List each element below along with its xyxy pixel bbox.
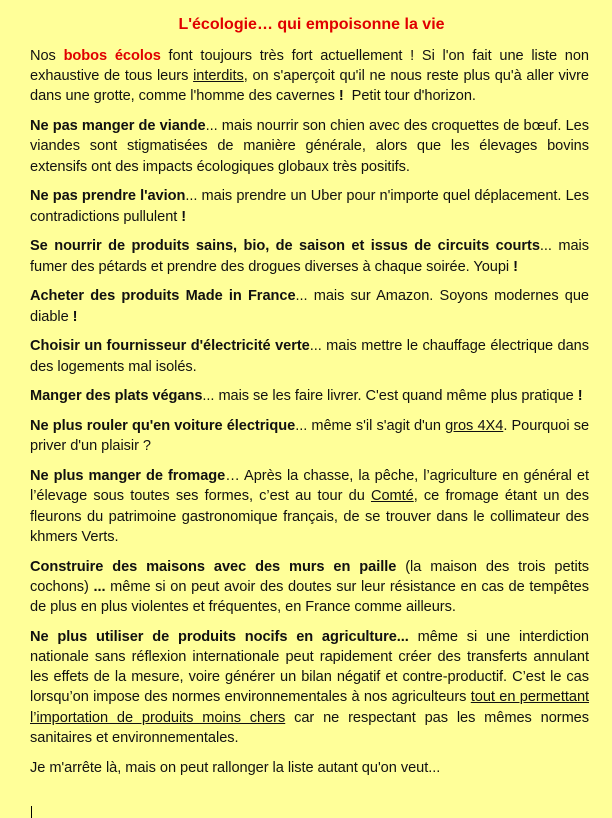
item-exclamation: !	[577, 388, 583, 405]
item-heading: Ne plus utiliser de produits nocifs en agriculture...	[30, 628, 409, 645]
intro-text-1: Nos	[30, 48, 64, 64]
item-heading: Ne plus manger de fromage	[30, 468, 226, 485]
item-exclamation: !	[181, 208, 187, 225]
underlined-gros-4x4: gros 4X4	[445, 418, 504, 435]
item-text: ... mais nourrir son chien avec des croquettes de bœuf. Les viandes sont stigmatisées de manière générale, alors que les élevages bovins extensifs ont des impacts écologiques globaux très positifs.	[30, 118, 589, 175]
list-item	[30, 236, 589, 276]
item-text: même si une interdiction nationale sans réflexion internationale peut rapidement créer des transferts annulant les effets de la mesure, voire générer un bilan négatif et contre-productif. C’est le cas lorsqu’on impose des normes environnementales à nos agriculteurs	[30, 628, 589, 706]
closing-paragraph: Je m'arrête là, mais on peut rallonger la liste autant qu'on veut...	[30, 759, 441, 776]
item-heading: Choisir un fournisseur d'électricité verte	[30, 338, 310, 355]
item-text: ... mais sur Amazon. Soyons modernes que diable	[30, 288, 589, 325]
intro-paragraph	[30, 46, 589, 107]
underlined-comte: Comté	[370, 488, 414, 505]
item-ellipsis: ...	[93, 578, 106, 595]
list-item	[30, 466, 589, 547]
intro-text-4: Petit tour d'horizon.	[343, 88, 476, 105]
item-heading: Se nourrir de produits sains, bio, de saison et issus de circuits courts	[30, 238, 540, 255]
item-heading: Construire des maisons avec des murs en paille	[30, 558, 397, 575]
list-item	[30, 416, 589, 456]
item-heading: Acheter des produits Made in France	[30, 288, 296, 305]
item-text: (la maison des trois petits cochons)	[30, 558, 589, 595]
intro-text-2: font toujours très fort actuellement ! Si l'on fait une liste non exhaustive de tous leurs	[30, 48, 589, 85]
list-item	[30, 116, 589, 177]
item-text-2: . Pourquoi se priver d'un plaisir ?	[30, 418, 590, 455]
list-item	[30, 186, 589, 226]
item-text: … Après la chasse, la pêche, l’agriculture en général et l’élevage sous toutes ses formes, c’est au tour du	[30, 468, 589, 505]
text-cursor[interactable]	[31, 806, 32, 818]
item-exclamation: !	[513, 258, 518, 275]
item-text-2: même si on peut avoir des doutes sur leur résistance en cas de tempêtes de plus en plus violentes et fréquentes, en France comme ailleurs.	[30, 578, 589, 616]
highlight-bobos-ecolos: bobos écolos	[63, 48, 161, 64]
item-heading: Ne pas manger de viande	[30, 118, 206, 135]
item-text-2: car ne respectant pas les mêmes normes sanitaires et environnementales.	[30, 709, 589, 746]
item-text: ... mais prendre un Uber pour n'importe quel déplacement. Les contradictions pullulent	[30, 188, 589, 225]
item-text: ... mais se les faire livrer. C'est quand même plus pratique	[202, 388, 578, 405]
underlined-interdits: interdits	[193, 68, 244, 85]
intro-text-3: , on s'aperçoit qu'il ne nous reste plus qu'à aller vivre dans une grotte, comme l'homme des cavernes	[30, 68, 590, 105]
item-text: ... mais fumer des pétards et prendre des drogues diverses à chaque soirée. Youpi	[30, 238, 589, 275]
item-heading: Ne pas prendre l'avion	[30, 188, 186, 205]
document-page	[30, 14, 589, 787]
underlined-importation: tout en permettant l’importation de produits moins chers	[30, 689, 590, 726]
item-text: ... mais mettre le chauffage électrique dans des logements mal isolés.	[30, 338, 589, 375]
item-exclamation: !	[72, 308, 78, 325]
item-text-2: , ce fromage étant un des fleurons du patrimoine gastronomique français, de se trouver dans le collimateur des khmers Verts.	[30, 488, 589, 545]
item-heading: Manger des plats végans	[30, 388, 203, 405]
intro-exclamation: !	[338, 88, 344, 105]
page-title: L'écologie… qui empoisonne la vie	[178, 16, 445, 33]
list-item	[30, 627, 589, 748]
list-item	[30, 336, 589, 376]
list-item	[30, 286, 589, 326]
list-item	[30, 557, 589, 618]
item-heading: Ne plus rouler qu'en voiture électrique	[30, 418, 296, 435]
list-item	[30, 386, 589, 406]
item-text: ... même s'il s'agit d'un	[295, 418, 446, 435]
